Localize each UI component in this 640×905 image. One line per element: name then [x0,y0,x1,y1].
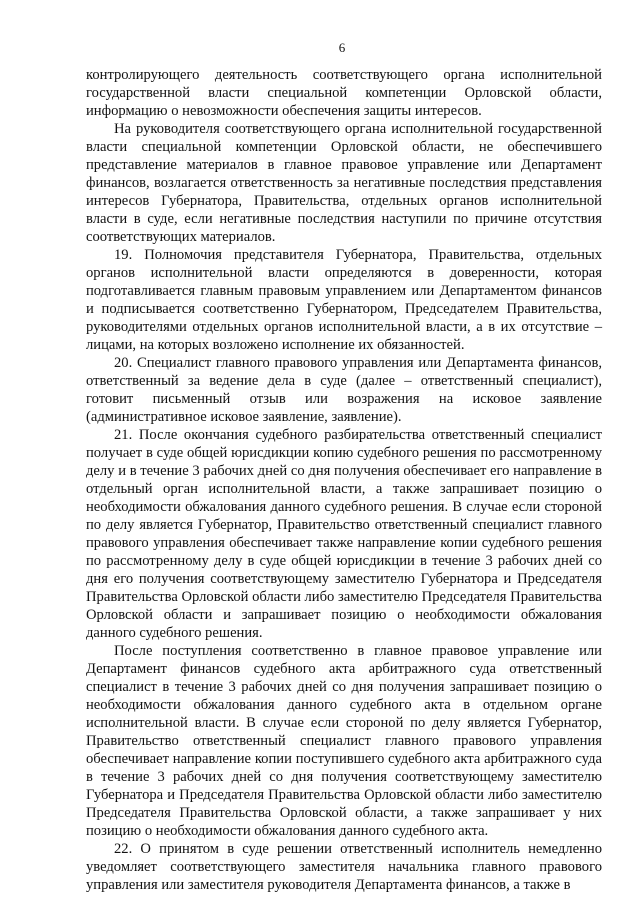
paragraph-arbitration: После поступления соответственно в главное правовое управление или Департамент финансов судебного акта арбитражного суда ответственный специалист в течение 3 рабочих дней со дня получения запрашивает позицию о необходимости обжалования данного судебного акта в отдельном органе исполнительной власти. В случае если стороной по делу является Губернатор, Правительство ответственный специалист главного правового управления обеспечивает направление копии поступившего судебного акта арбитражного суда в течение 3 рабочих дней со дня получения соответствующему заместителю Губернатора и Председателя Правительства Орловской области либо заместителю Председателя Правительства Орловской области, а также запрашивает у них позицию о необходимости обжалования данного судебного акта. [86,643,602,839]
document-body [86,66,602,894]
paragraph-20: 20. Специалист главного правового управления или Департамента финансов, ответственный за ведение дела в суде (далее – ответственный специалист), готовит письменный отзыв или возражения на исковое заявление (административное исковое заявление, заявление). [86,355,602,425]
paragraph-22: 22. О принятом в суде решении ответственный исполнитель немедленно уведомляет соответствующего заместителя начальника главного правового управления или заместителя руководителя Департамента финансов, а также в [86,841,602,893]
paragraph-21: 21. После окончания судебного разбирательства ответственный специалист получает в суде общей юрисдикции копию судебного решения по рассмотренному делу и в течение 3 рабочих дней со дня получения обеспечивает его направление в отдельный орган исполнительной власти, а также запрашивает позицию о необходимости обжалования данного судебного решения. В случае если стороной по делу является Губернатор, Правительство ответственный специалист главного правового управления обеспечивает также направление копии судебного решения по рассмотренному делу в суде общей юрисдикции в течение 3 рабочих дней со дня его получения соответствующему заместителю Губернатора и Председателя Правительства Орловской области либо заместителю Председателя Правительства Орловской области и запрашивает позицию о необходимости обжалования данного судебного решения. [86,427,603,641]
paragraph-responsibility: На руководителя соответствующего органа исполнительной государственной власти специальной компетенции Орловской области, не обеспечившего представление материалов в главное правовое управление или Департамент финансов, возлагается ответственность за негативные последствия представления интересов Губернатора, Правительства, отдельных органов исполнительной власти в суде, если негативные последствия наступили по причине отсутствия соответствующих материалов. [86,121,602,245]
page-number: 6 [338,40,346,55]
paragraph-continuation: контролирующего деятельность соответствующего органа исполнительной государственной власти специальной компетенции Орловской области, информацию о невозможности обеспечения защиты интересов. [86,67,602,119]
paragraph-19: 19. Полномочия представителя Губернатора, Правительства, отдельных органов исполнительной власти определяются в доверенности, которая подготавливается главным правовым управлением или Департаментом финансов и подписывается соответственно Губернатором, Председателем Правительства, руководителями отдельных органов исполнительной власти, а в их отсутствие – лицами, на которых возложено исполнение их обязанностей. [86,247,602,353]
